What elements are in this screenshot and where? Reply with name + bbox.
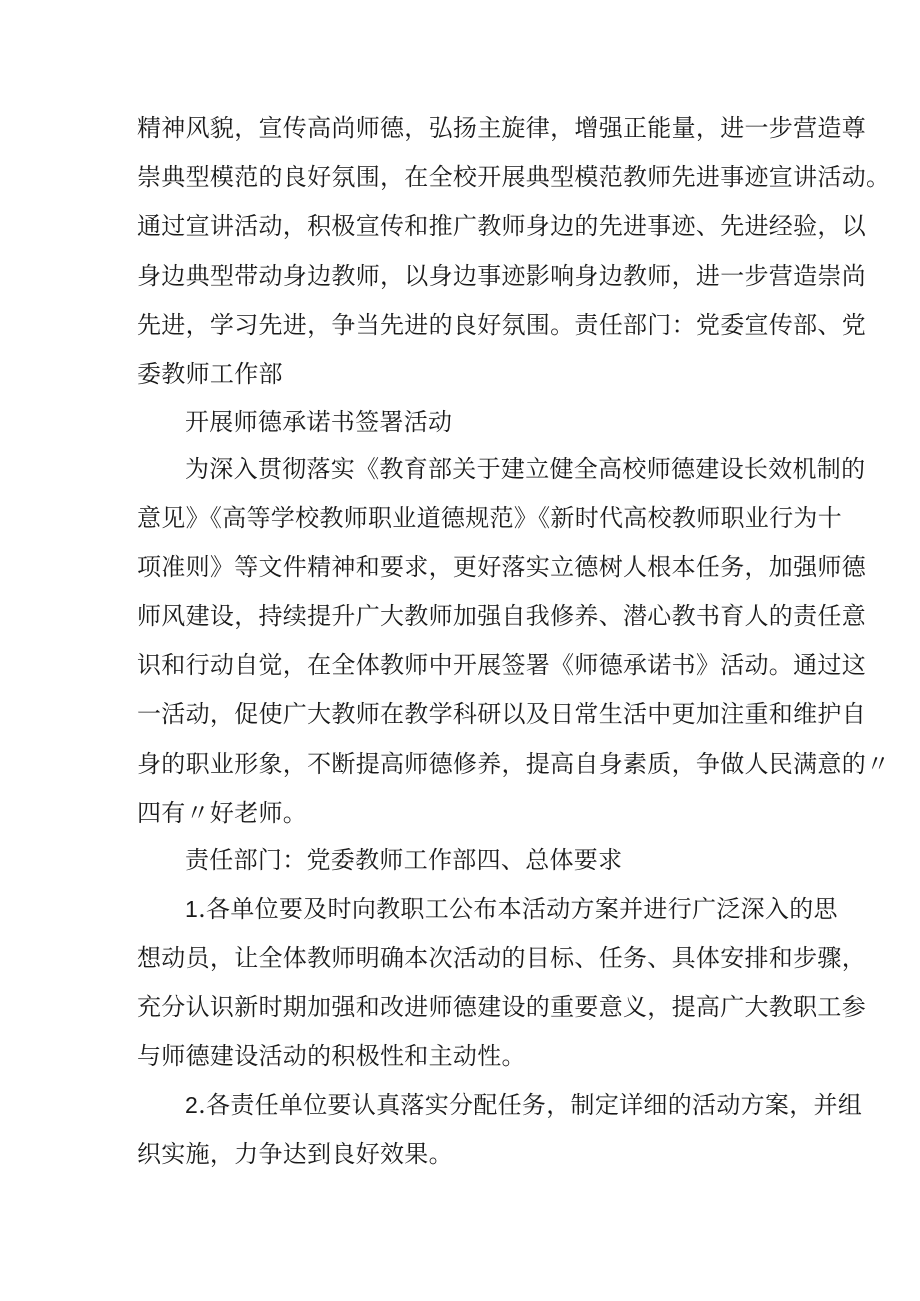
- item-text: .各单位要及时向教职工公布本活动方案并进行广泛深入的思: [198, 895, 838, 923]
- paragraph-line: 充分认识新时期加强和改进师德建设的重要意义，提高广大教职工参: [137, 993, 866, 1021]
- paragraph-line: 识和行动自觉，在全体教师中开展签署《师德承诺书》活动。通过这: [137, 651, 866, 679]
- paragraph-line: 为深入贯彻落实《教育部关于建立健全高校师德建设长效机制的: [185, 455, 866, 483]
- responsibility-line: 责任部门：党委教师工作部四、总体要求: [185, 846, 623, 874]
- list-item-1: [185, 889, 838, 929]
- paragraph-line: 委教师工作部: [137, 360, 283, 388]
- paragraph-line: 身的职业形象，不断提高师德修养，提高自身素质，争做人民满意的〃: [137, 750, 891, 778]
- paragraph-line: 师风建设，持续提升广大教师加强自我修养、潜心教书育人的责任意: [137, 602, 866, 630]
- paragraph-line: 四有〃好老师。: [137, 799, 308, 827]
- item-number: 1: [185, 896, 199, 922]
- paragraph-line: 想动员，让全体教师明确本次活动的目标、任务、具体安排和步骤，: [137, 944, 866, 972]
- list-item-2: [185, 1085, 862, 1125]
- paragraph-line: 与师德建设活动的积极性和主动性。: [137, 1042, 526, 1070]
- paragraph-line: 意见》《高等学校教师职业道德规范》《新时代高校教师职业行为十: [137, 504, 842, 532]
- paragraph-line: 精神风貌，宣传高尚师德，弘扬主旋律，增强正能量，进一步营造尊: [137, 114, 866, 142]
- item-number: 2: [185, 1092, 199, 1118]
- paragraph-line: 通过宣讲活动，积极宣传和推广教师身边的先进事迹、先进经验，以: [137, 212, 866, 240]
- paragraph-line: 崇典型模范的良好氛围，在全校开展典型模范教师先进事迹宣讲活动。: [137, 163, 891, 191]
- paragraph-line: 项准则》等文件精神和要求，更好落实立德树人根本任务，加强师德: [137, 553, 866, 581]
- paragraph-line: 先进，学习先进，争当先进的良好氛围。责任部门：党委宣传部、党: [137, 311, 866, 339]
- item-text: .各责任单位要认真落实分配任务，制定详细的活动方案，并组: [198, 1091, 863, 1119]
- section-heading: 开展师德承诺书签署活动: [185, 408, 453, 436]
- paragraph-line: 身边典型带动身边教师，以身边事迹影响身边教师，进一步营造崇尚: [137, 262, 866, 290]
- paragraph-line: 织实施，力争达到良好效果。: [137, 1140, 453, 1168]
- paragraph-line: 一活动，促使广大教师在教学科研以及日常生活中更加注重和维护自: [137, 700, 866, 728]
